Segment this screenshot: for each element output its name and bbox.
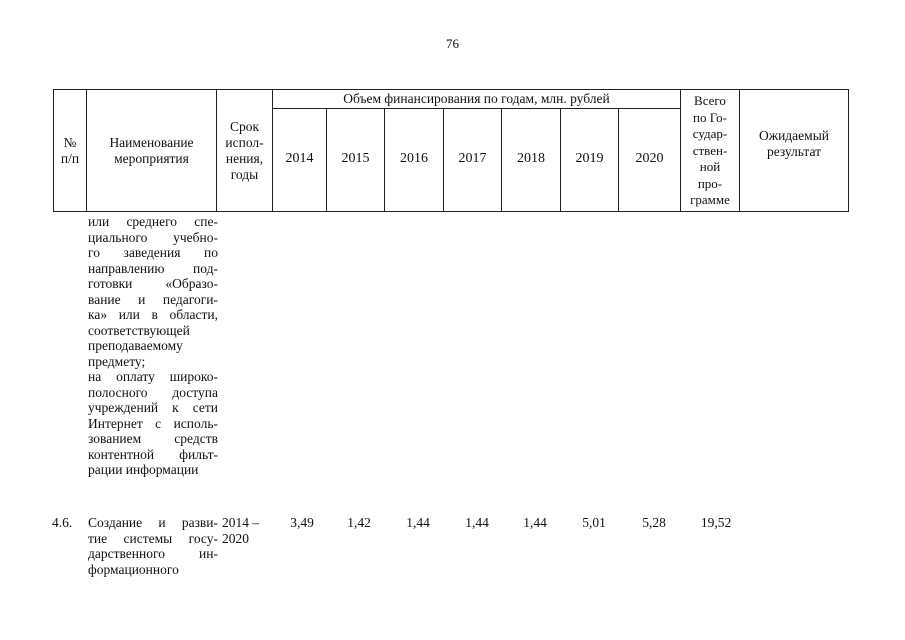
value-cell: 5,01 bbox=[582, 515, 606, 530]
text-line: Интернет с исполь- bbox=[88, 415, 218, 431]
header-funding-group: Объем финансирования по годам, млн. рублей bbox=[343, 90, 610, 106]
text-line: преподаваемому bbox=[88, 338, 183, 353]
text-line: вание и педагоги- bbox=[88, 291, 218, 307]
header-year: 2018 bbox=[517, 151, 545, 166]
value-cell: 1,44 bbox=[523, 515, 547, 530]
text-line: 2020 bbox=[222, 530, 249, 546]
header-year: 2015 bbox=[341, 151, 370, 166]
text-line: на оплату широко- bbox=[88, 369, 218, 384]
page-number: 76 bbox=[446, 36, 459, 51]
value-cell: 3,49 bbox=[290, 515, 314, 530]
text-line: готовки «Образо- bbox=[88, 276, 218, 291]
text-line: полосного доступа bbox=[88, 384, 218, 400]
value-cell: 1,42 bbox=[347, 515, 371, 530]
text-line: Создание и разви- bbox=[88, 515, 218, 530]
text-line: соответствующей bbox=[88, 322, 190, 338]
text-line: контентной фильт- bbox=[88, 446, 218, 462]
text-line: 2014 – bbox=[222, 515, 260, 530]
text-line: рации информации bbox=[88, 462, 199, 477]
text-line: предмету; bbox=[88, 353, 146, 369]
text-line: циального учебно- bbox=[88, 229, 218, 245]
text-line: формационного bbox=[88, 561, 179, 577]
header-year: 2016 bbox=[400, 151, 428, 166]
text-line: дарственного ин- bbox=[88, 546, 218, 561]
header-year: 2014 bbox=[285, 151, 314, 166]
text-line: го заведения по bbox=[88, 245, 218, 260]
text-line: ка» или в области, bbox=[88, 307, 218, 322]
value-cell: 1,44 bbox=[465, 515, 489, 530]
header-year: 2017 bbox=[458, 151, 487, 166]
text-line: зованием средств bbox=[88, 431, 218, 446]
header-year: 2019 bbox=[575, 151, 604, 166]
header-year: 2020 bbox=[635, 151, 664, 166]
text-line: учреждений к сети bbox=[88, 400, 218, 415]
header-term: Срок испол- нения, годы bbox=[225, 118, 264, 182]
total-cell: 19,52 bbox=[700, 515, 732, 530]
header-total: Всего по Го- судар- ствен- ной про- грамме bbox=[690, 93, 730, 208]
continuation-text bbox=[88, 214, 218, 478]
row-name bbox=[88, 515, 218, 577]
value-cell: 1,44 bbox=[406, 515, 430, 530]
header-name: Наименование мероприятия bbox=[109, 134, 194, 166]
row-term bbox=[222, 515, 259, 546]
text-line: или среднего спе- bbox=[88, 214, 218, 229]
header-result: Ожидаемый результат bbox=[759, 128, 829, 159]
value-cell: 5,28 bbox=[642, 515, 666, 530]
text-line: тие системы госу- bbox=[88, 530, 218, 546]
row-number: 4.6. bbox=[52, 515, 73, 530]
text-line: направлению под- bbox=[88, 260, 218, 276]
header-num: № п/п bbox=[60, 134, 80, 166]
